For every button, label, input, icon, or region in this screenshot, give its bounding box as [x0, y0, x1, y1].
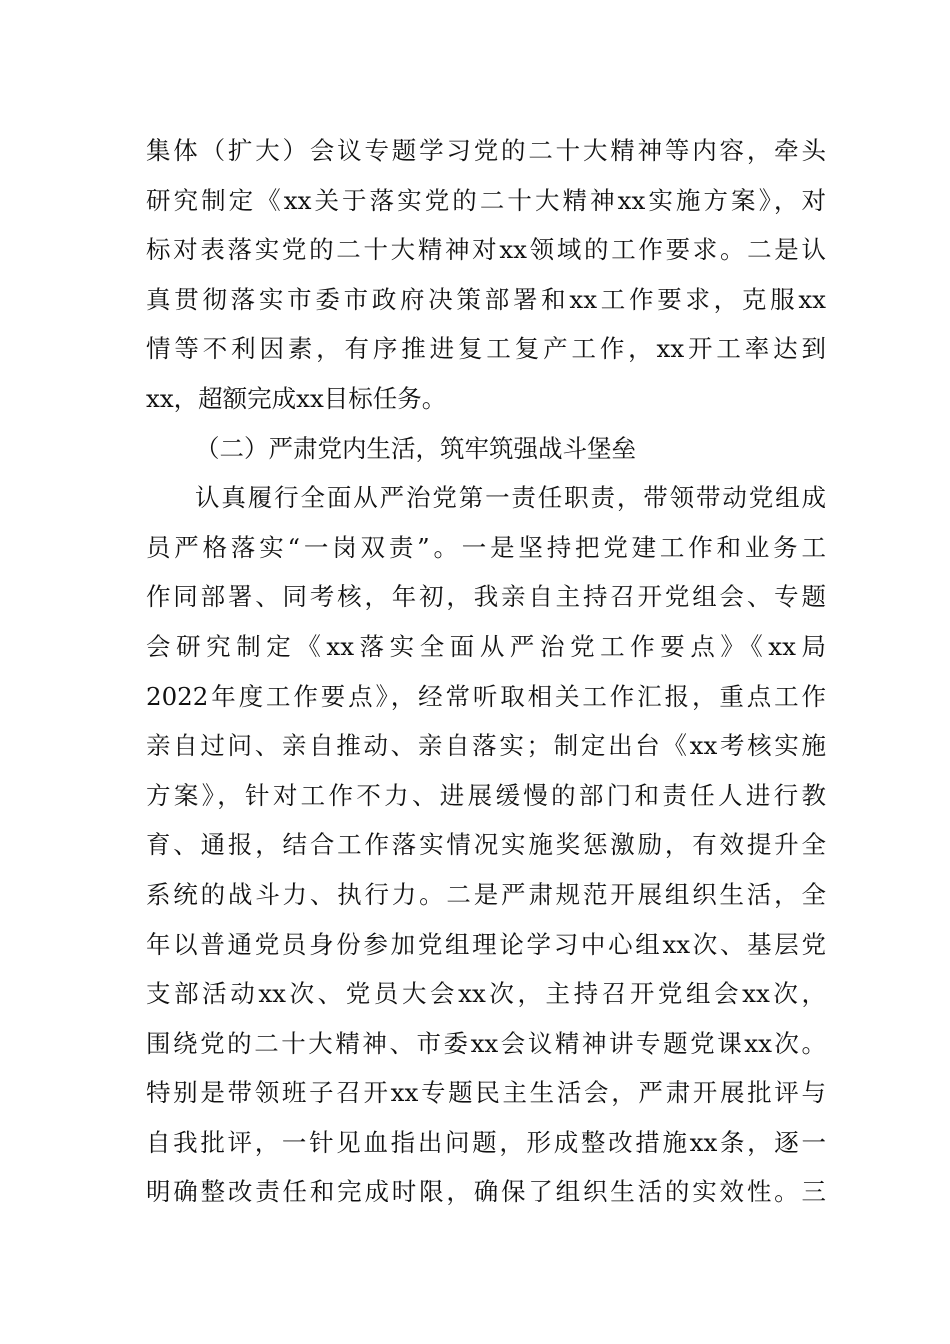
text-line: 亲自过问、亲自推动、亲自落实；制定出台《xx考核实施: [146, 731, 826, 761]
text-line: 情等不利因素，有序推进复工复产工作，xx开工率达到: [146, 334, 826, 364]
text-line: 作同部署、同考核，年初，我亲自主持召开党组会、专题: [146, 582, 826, 612]
text-line: 年以普通党员身份参加党组理论学习中心组xx次、基层党: [146, 929, 826, 959]
text-line: 明确整改责任和完成时限，确保了组织生活的实效性。三: [146, 1177, 826, 1207]
text-line: 自我批评，一针见血指出问题，形成整改措施xx条，逐一: [146, 1127, 826, 1157]
section-heading: （二）严肃党内生活，筑牢筑强战斗堡垒: [195, 433, 636, 463]
text-line: xx，超额完成xx目标任务。: [146, 383, 447, 413]
text-line: 集体（扩大）会议专题学习党的二十大精神等内容，牵头: [146, 136, 826, 165]
text-line: 研究制定《xx关于落实党的二十大精神xx实施方案》，对: [146, 185, 826, 215]
text-line: 会研究制定《xx落实全面从严治党工作要点》《xx局: [146, 631, 826, 661]
text-line: 育、通报，结合工作落实情况实施奖惩激励，有效提升全: [146, 830, 826, 860]
text-line: 员严格落实“一岗双责”。一是坚持把党建工作和业务工: [146, 532, 826, 562]
text-line: 标对表落实党的二十大精神对xx领域的工作要求。二是认: [146, 235, 826, 265]
document-body: [146, 126, 826, 1217]
text-line: 围绕党的二十大精神、市委xx会议精神讲专题党课xx次。: [146, 1028, 826, 1058]
paragraph-1: [146, 126, 826, 424]
text-line: 特别是带领班子召开xx专题民主生活会，严肃开展批评与: [146, 1078, 826, 1108]
text-line: 真贯彻落实市委市政府决策部署和xx工作要求，克服xx: [146, 284, 826, 314]
text-line: 方案》，针对工作不力、进展缓慢的部门和责任人进行教: [146, 780, 826, 810]
paragraph-2: [146, 473, 826, 1217]
text-line: 认真履行全面从严治党第一责任职责，带领带动党组成: [195, 483, 826, 513]
text-line: 2022年度工作要点》，经常听取相关工作汇报，重点工作: [146, 681, 826, 711]
text-line: 系统的战斗力、执行力。二是严肃规范开展组织生活，全: [146, 879, 826, 909]
text-line: 支部活动xx次、党员大会xx次，主持召开党组会xx次，: [146, 979, 826, 1009]
